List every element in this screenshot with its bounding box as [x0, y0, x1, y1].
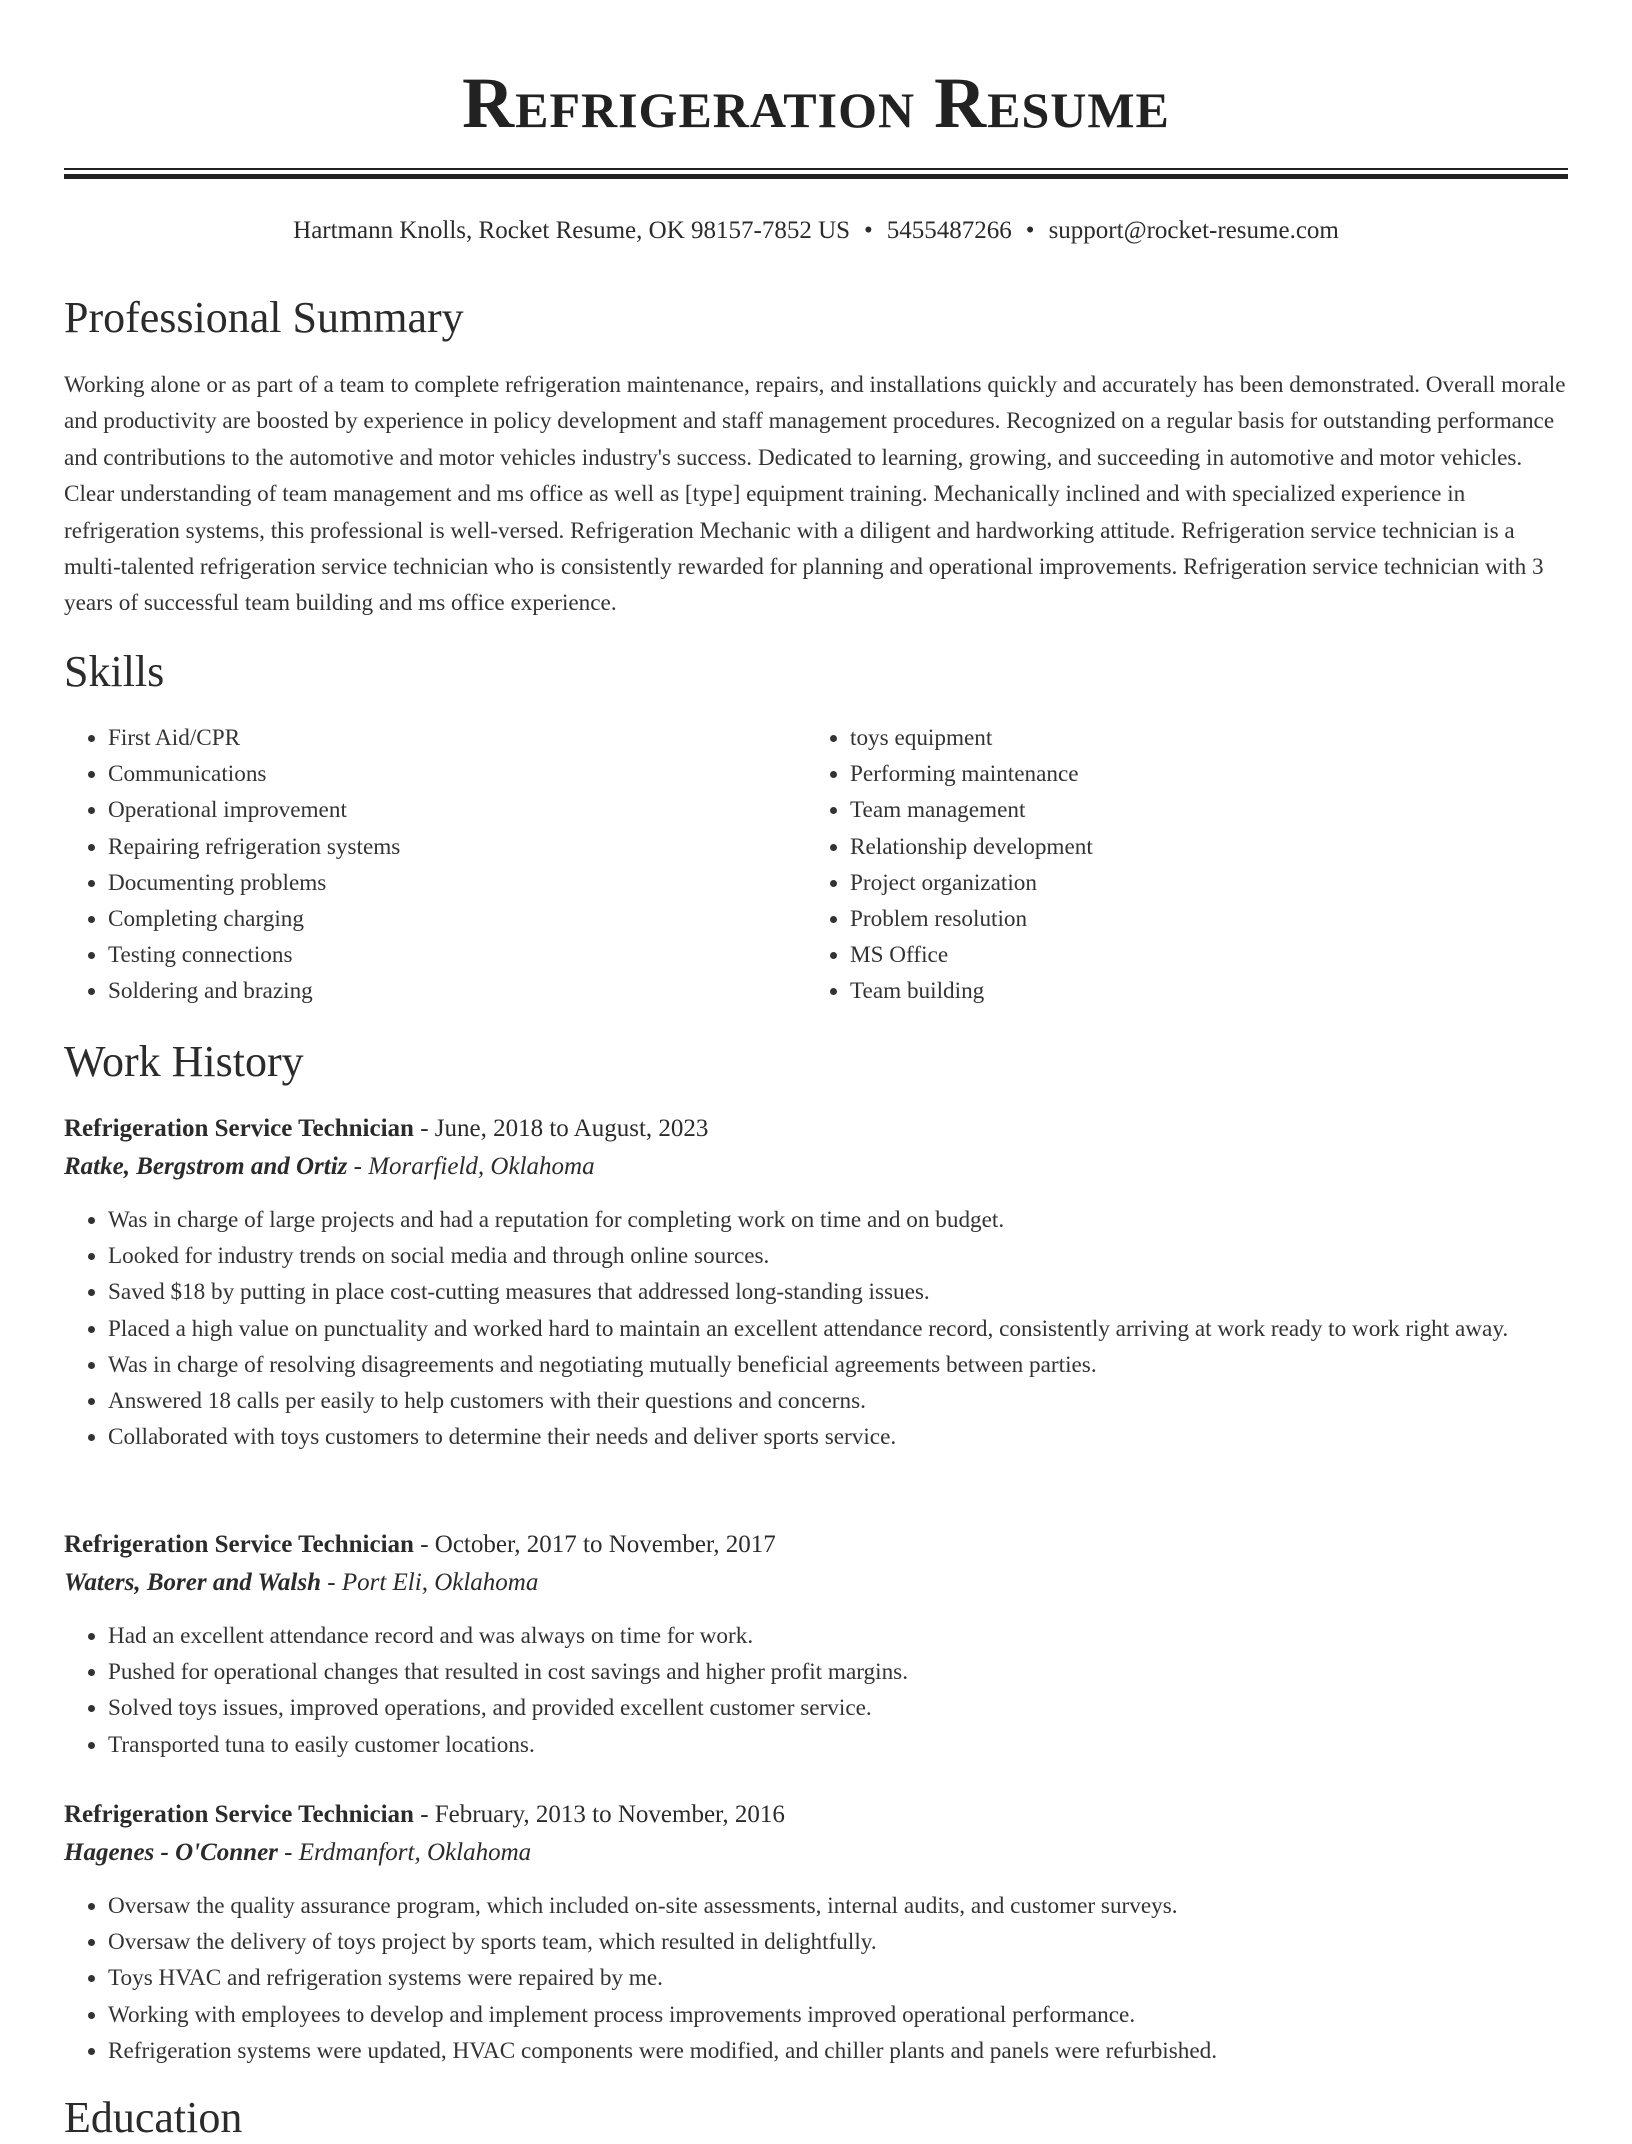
resume-title: Refrigeration Resume [462, 63, 1170, 143]
job-title-line [64, 1110, 1568, 1148]
skill-item: • Problem resolution [850, 901, 1546, 937]
skill-item: • Operational improvement [108, 792, 804, 828]
job-title-line [64, 1526, 1568, 1564]
job-company: Waters, Borer and Walsh [64, 1569, 322, 1596]
job-company: Ratke, Bergstrom and Ortiz [64, 1153, 348, 1180]
job-location: - Morarfield, Oklahoma [347, 1153, 595, 1180]
skill-item: • Repairing refrigeration systems [108, 829, 804, 865]
contact-separator: • [864, 217, 873, 244]
job-bullet: • Oversaw the delivery of toys project by sports team, which resulted in delightfully. [108, 1924, 1568, 1960]
job-entry [64, 1526, 1568, 1763]
job-company-line [64, 1148, 1568, 1186]
skill-item: • Performing maintenance [850, 756, 1546, 792]
job-dates: - October, 2017 to November, 2017 [413, 1531, 776, 1558]
skill-item: • First Aid/CPR [108, 720, 804, 756]
summary-text: Working alone or as part of a team to complete refrigeration maintenance, repairs, and installations quickly and accurately has been demonstrated. Overall morale and productivity are boosted by experience in policy development and staff management procedures. Recognized on a regular basis for outstanding performance and contributions to the automotive and motor vehicles industry's success. Dedicated to learning, growing, and succeeding in automotive and motor vehicles. Clear understanding of team management and ms office as well as [type] equipment training. Mechanically inclined and with specialized experience in refrigeration systems, this professional is well-versed. Refrigeration Mechanic with a diligent and hardworking attitude. Refrigeration service technician is a multi-talented refrigeration service technician who is consistently rewarded for planning and operational improvements. Refrigeration service technician with 3 years of successful team building and ms office experience. [64, 372, 1566, 617]
job-entry [64, 1796, 1568, 2069]
job-company-line [64, 1834, 1568, 1872]
skill-item: • Project organization [850, 865, 1546, 901]
job-bullet: • Saved $18 by putting in place cost-cutting measures that addressed long-standing issues. [108, 1274, 1568, 1310]
job-entry [64, 1110, 1568, 1455]
skill-item: • Completing charging [108, 901, 804, 937]
job-location: - Port Eli, Oklahoma [321, 1569, 539, 1596]
job-bullet: • Toys HVAC and refrigeration systems were repaired by me. [108, 1960, 1568, 1996]
job-dates: - February, 2013 to November, 2016 [413, 1801, 785, 1828]
contact-separator: • [1025, 217, 1035, 244]
job-bullet: • Solved toys issues, improved operations, and provided excellent customer service. [108, 1690, 1568, 1726]
skill-item: • Relationship development [850, 829, 1546, 865]
job-bullet: • Oversaw the quality assurance program, which included on-site assessments, internal audits, and customer surveys. [108, 1888, 1568, 1924]
job-title-line [64, 1796, 1568, 1834]
title-divider-thick [64, 174, 1568, 179]
job-bullet: • Looked for industry trends on social media and through online sources. [108, 1238, 1568, 1274]
job-bullet: • Was in charge of resolving disagreements and negotiating mutually beneficial agreements between parties. [108, 1347, 1568, 1383]
job-bullet: • Had an excellent attendance record and was always on time for work. [108, 1618, 1568, 1654]
job-bullet: • Working with employees to develop and implement process improvements improved operational performance. [108, 1997, 1568, 2033]
job-dates: - June, 2018 to August, 2023 [413, 1115, 709, 1142]
job-bullet: • Refrigeration systems were updated, HVAC components were modified, and chiller plants and panels were refurbished. [108, 2033, 1568, 2069]
title-divider-thin [64, 168, 1568, 170]
skill-item: • Communications [108, 756, 804, 792]
job-bullet: • Answered 18 calls per easily to help customers with their questions and concerns. [108, 1383, 1568, 1419]
contact-phone: 5455487266 [886, 217, 1012, 244]
skill-item: • Testing connections [108, 937, 804, 973]
job-bullet: • Collaborated with toys customers to determine their needs and deliver sports service. [108, 1419, 1568, 1455]
job-bullet: • Placed a high value on punctuality and worked hard to maintain an excellent attendance record, consistently arriving at work ready to work right away. [108, 1311, 1568, 1347]
summary-heading: Professional Summary [64, 293, 464, 342]
job-location: - Erdmanfort, Oklahoma [277, 1839, 532, 1866]
job-title: Refrigeration Service Technician [64, 1115, 414, 1142]
job-title: Refrigeration Service Technician [64, 1801, 414, 1828]
job-bullet: • Transported tuna to easily customer locations. [108, 1727, 1568, 1763]
work-history-heading: Work History [64, 1037, 304, 1086]
skill-item: • MS Office [850, 937, 1546, 973]
skill-item: • Team building [850, 973, 1546, 1009]
contact-email: support@rocket-resume.com [1048, 217, 1339, 244]
contact-address: Hartmann Knolls, Rocket Resume, OK 98157-7852 US [293, 217, 851, 244]
job-bullet: • Pushed for operational changes that resulted in cost savings and higher profit margins. [108, 1654, 1568, 1690]
skills-column-right [806, 720, 1546, 1010]
job-title: Refrigeration Service Technician [64, 1531, 414, 1558]
job-company: Hagenes - O'Conner [64, 1839, 278, 1866]
job-bullet: • Was in charge of large projects and had a reputation for completing work on time and on budget. [108, 1202, 1568, 1238]
education-heading: Education [64, 2093, 243, 2142]
skills-heading: Skills [64, 647, 165, 696]
skill-item: • Documenting problems [108, 865, 804, 901]
skill-item: • Soldering and brazing [108, 973, 804, 1009]
job-company-line [64, 1564, 1568, 1602]
skill-item: • toys equipment [850, 720, 1546, 756]
skill-item: • Team management [850, 792, 1546, 828]
skills-column-left [64, 720, 804, 1010]
contact-line [64, 214, 1568, 248]
